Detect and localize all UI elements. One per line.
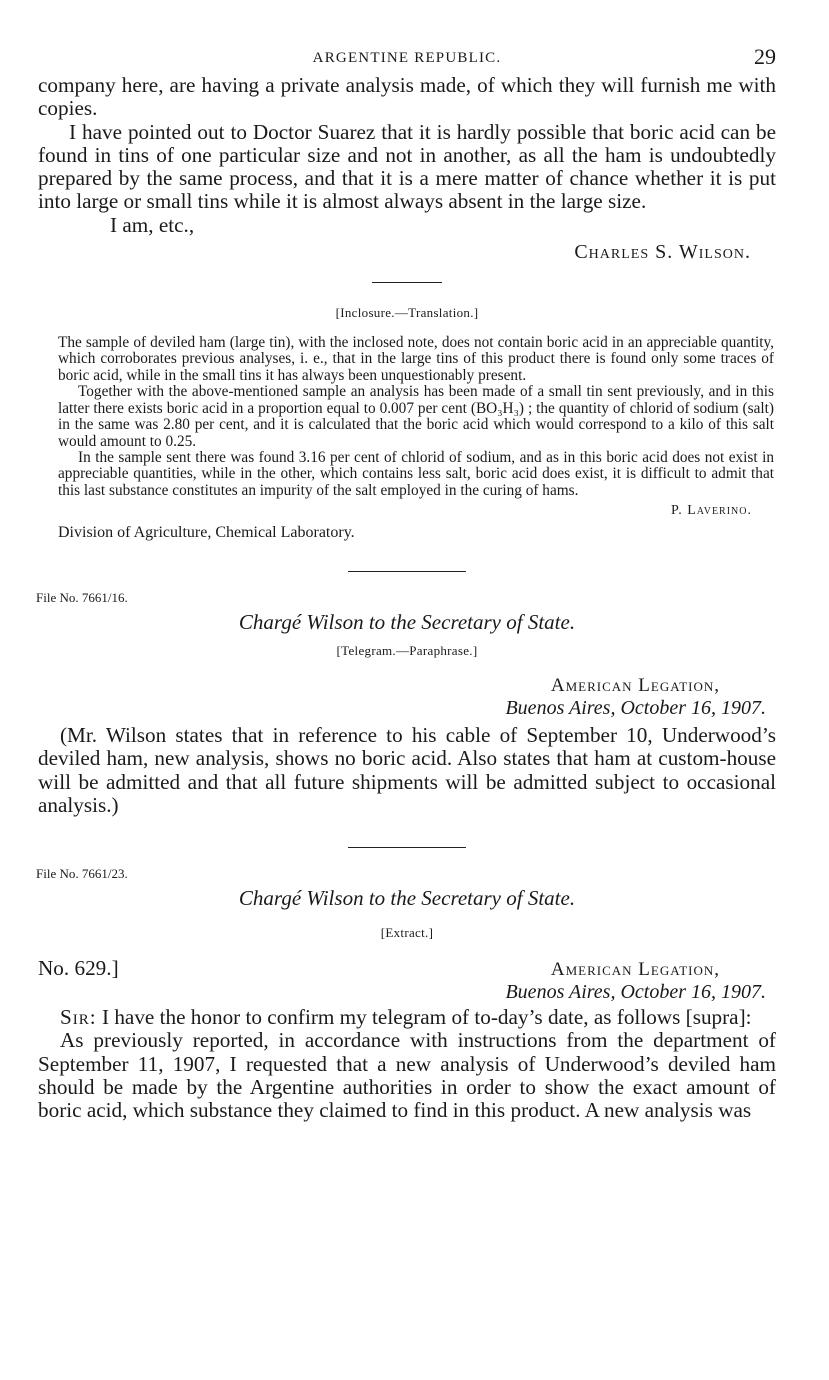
legation-line: American Legation, xyxy=(550,959,720,981)
inclosure-paragraph: Together with the above-mentioned sample an analysis has been made of a small tin sent previously, and in this latter there exists boric acid in a proportion equal to 0.007 per cent (BO₃H₃) ; the quantity of chlorid of sodium (salt) in the same was 2.80 per cent, and it is calculated that the boric acid which would correspond to a kilo of this salt would amount to 0.25. xyxy=(58,383,774,450)
telegram-document xyxy=(38,590,776,817)
document-title: Chargé Wilson to the Secretary of State. xyxy=(238,609,576,634)
extract-paragraph xyxy=(38,1006,776,1029)
legation-line: American Legation, xyxy=(550,674,720,696)
salutation: Sir: xyxy=(60,1005,97,1030)
inclosure-signature: P. Laverino. xyxy=(671,503,752,519)
dateline: Buenos Aires, October 16, 1907. xyxy=(505,696,766,719)
document-note: [Extract.] xyxy=(380,925,434,941)
file-number: File No. 7661/23. xyxy=(36,866,128,882)
inclosure-heading: [Inclosure.—Translation.] xyxy=(335,305,479,321)
page-number: 29 xyxy=(754,44,776,69)
letter-paragraph: company here, are having a private analysis made, of which they will furnish me with copies. xyxy=(38,73,776,121)
extract-paragraph-text: I have the honor to confirm my telegram of to-day’s date, as follows [supra]: xyxy=(101,1005,752,1030)
extract-paragraph: As previously reported, in accordance with instructions from the department of September 11, 1907, I requested that a new analysis of Underwood’s deviled ham should be made by the Argentine authorities in order to show the exact amount of boric acid, which substance they claimed to find in this product. A new analysis was xyxy=(38,1028,776,1123)
extract-document xyxy=(38,866,776,1122)
inclosure xyxy=(38,305,776,541)
letter-paragraph: I have pointed out to Doctor Suarez that it is hardly possible that boric acid can be found in tins of one particular size and not in another, as all the ham is undoubtedly prepared by the same process, and that it is a mere matter of chance whether it is put into large or small tins while it is almost always absent in the large size. xyxy=(38,119,776,214)
page-header xyxy=(38,40,776,74)
running-title: ARGENTINE REPUBLIC. xyxy=(312,50,502,66)
document-note: [Telegram.—Paraphrase.] xyxy=(336,642,478,658)
dispatch-number: No. 629.] xyxy=(38,956,119,981)
dateline: Buenos Aires, October 16, 1907. xyxy=(505,981,766,1004)
section-divider xyxy=(372,282,442,283)
section-divider xyxy=(348,571,466,572)
letter-continuation xyxy=(38,74,776,264)
inclosure-paragraph: In the sample sent there was found 3.16 per cent of chlorid of sodium, and as in this boric acid does not exist in appreciable quantities, while in the other, which contains less salt, boric acid does exist, it is difficult to admit that this last substance constitutes an impurity of the salt employed in the curing of hams. xyxy=(58,448,774,499)
letter-closing: I am, etc., xyxy=(110,212,195,237)
document-page xyxy=(38,40,776,1123)
document-title: Chargé Wilson to the Secretary of State. xyxy=(238,886,576,911)
inclosure-division: Division of Agriculture, Chemical Laboratory. xyxy=(58,523,355,541)
section-divider xyxy=(348,847,466,848)
inclosure-paragraph: The sample of deviled ham (large tin), with the inclosed note, does not contain boric acid in an appreciable quantity, which corroborates previous analyses, i. e., that in the large tins of this product there is found only some traces of boric acid, while in the small tins it has always been unquestionably present. xyxy=(58,334,774,384)
letter-signature: Charles S. Wilson. xyxy=(574,241,751,264)
file-number: File No. 7661/16. xyxy=(36,589,128,605)
telegram-body: (Mr. Wilson states that in reference to his cable of September 10, Underwood’s deviled ham, new analysis, shows no boric acid. Also states that ham at custom-house will be admitted and that all future shipments will be admitted subject to occasional analysis.) xyxy=(38,722,776,817)
